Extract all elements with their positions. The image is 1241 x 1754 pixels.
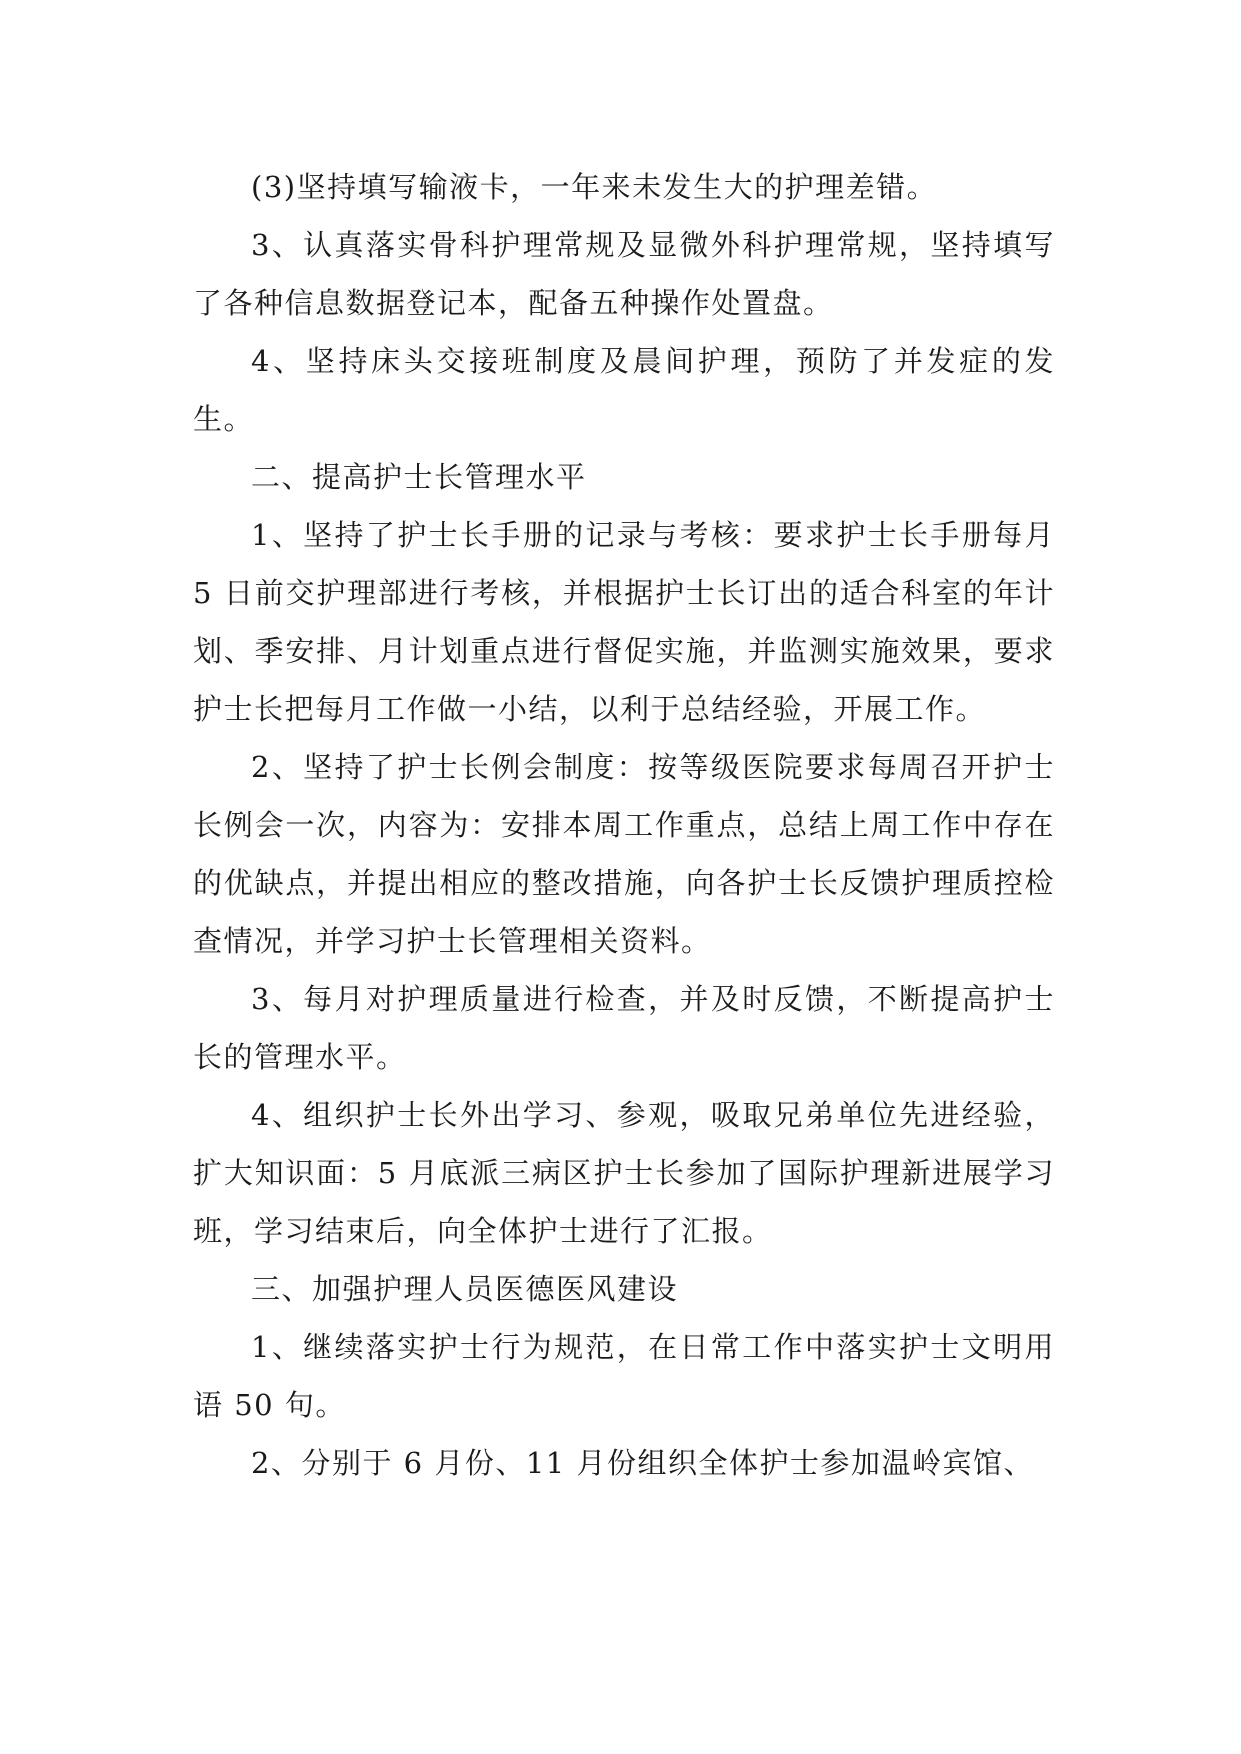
paragraph-monthly-quality-check: 3、每月对护理质量进行检查，并及时反馈，不断提高护士长的管理水平。 (193, 982, 1055, 1074)
paragraph-orthopedic-routine: 3、认真落实骨科护理常规及显微外科护理常规，坚持填写了各种信息数据登记本，配备五种操作处置盘。 (193, 228, 1055, 320)
paragraph-head-nurse-meeting: 2、坚持了护士长例会制度：按等级医院要求每周召开护士长例会一次，内容为：安排本周工作重点，总结上周工作中存在的优缺点，并提出相应的整改措施，向各护士长反馈护理质控检查情况，并学习护士长管理相关资料。 (193, 750, 1055, 958)
paragraph-organized-activities: 2、分别于 6 月份、11 月份组织全体护士参加温岭宾馆、 (251, 1446, 1034, 1480)
paragraph-infusion-card: (3)坚持填写输液卡，一年来未发生大的护理差错。 (251, 170, 938, 204)
paragraph-bedside-handover: 4、坚持床头交接班制度及晨间护理，预防了并发症的发生。 (193, 344, 1055, 436)
document-body (193, 158, 1055, 1492)
paragraph-conduct-standards: 1、继续落实护士行为规范，在日常工作中落实护士文明用语 50 句。 (193, 1330, 1055, 1422)
section-heading-head-nurse-management: 二、提高护士长管理水平 (251, 460, 587, 494)
section-heading-medical-ethics: 三、加强护理人员医德医风建设 (251, 1272, 679, 1306)
paragraph-external-study: 4、组织护士长外出学习、参观，吸取兄弟单位先进经验，扩大知识面：5 月底派三病区护士长参加了国际护理新进展学习班，学习结束后，向全体护士进行了汇报。 (193, 1098, 1055, 1248)
paragraph-head-nurse-handbook: 1、坚持了护士长手册的记录与考核：要求护士长手册每月 5 日前交护理部进行考核，并根据护士长订出的适合科室的年计划、季安排、月计划重点进行督促实施，并监测实施效果，要求护士长把每月工作做一小结，以利于总结经验，开展工作。 (193, 518, 1055, 726)
